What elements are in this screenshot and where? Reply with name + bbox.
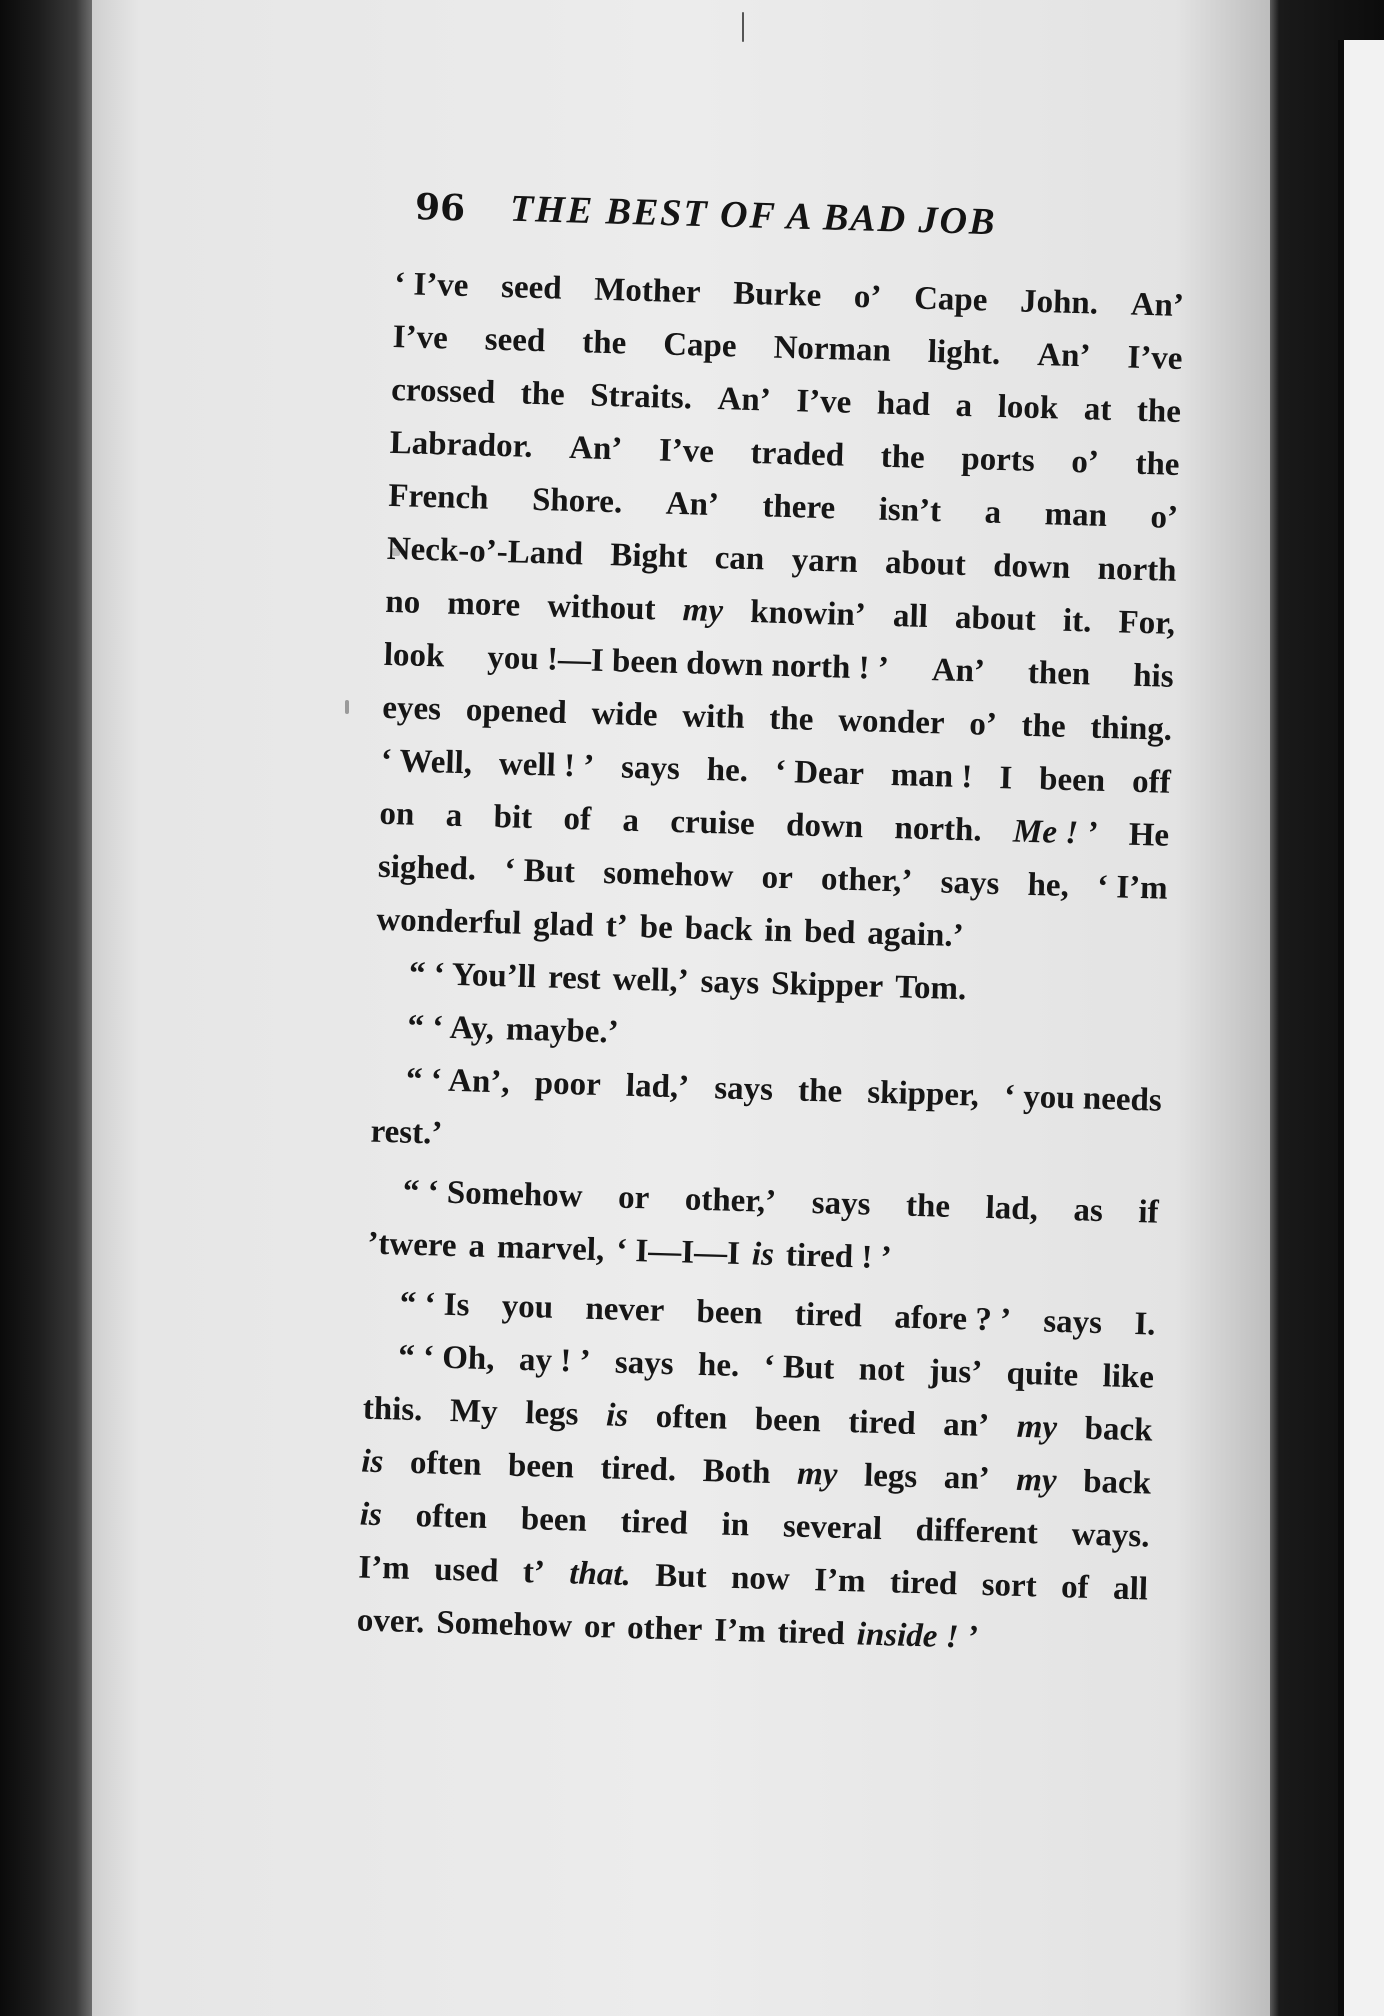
text-word: used — [433, 1551, 499, 1590]
text-word: I’m — [813, 1562, 867, 1600]
text-word: never — [584, 1290, 665, 1329]
text-word: An’ — [665, 485, 720, 524]
text-word: ay ! ’ — [518, 1341, 591, 1380]
text-word: had — [876, 385, 931, 423]
text-word: He — [1128, 816, 1170, 854]
text-word: down — [992, 547, 1071, 586]
text-word: been — [520, 1501, 588, 1539]
text-word: “ ‘ Oh, — [397, 1338, 496, 1378]
text-word: bit — [493, 798, 533, 837]
text-word: back — [1082, 1463, 1152, 1502]
text-word: the — [905, 1187, 951, 1225]
text-word: you !—I been down north ! ’ — [486, 639, 890, 687]
text-word: maybe.’ — [505, 1011, 620, 1051]
text-word: bed — [803, 913, 856, 952]
text-word: or — [617, 1179, 650, 1217]
text-word: says — [940, 864, 1000, 903]
text-word: “ ‘ Ay, — [407, 1008, 495, 1048]
text-word: in — [764, 912, 793, 950]
text-word: he. — [697, 1346, 740, 1385]
text-word: he, — [1027, 866, 1070, 905]
text-word: my — [682, 592, 724, 630]
text-word: well,’ — [612, 961, 690, 1000]
text-word: afore ? ’ — [893, 1299, 1012, 1339]
text-word: my — [796, 1455, 838, 1493]
text-word: I’m — [713, 1612, 767, 1650]
scan-mark — [345, 700, 349, 714]
running-title: THE BEST OF A BAD JOB — [509, 187, 997, 244]
text-word: that. — [568, 1555, 632, 1594]
text-word: wonder — [837, 702, 946, 742]
text-word: the — [1136, 392, 1182, 430]
text-word: a — [955, 387, 973, 425]
text-word: cruise — [669, 803, 756, 843]
text-word: knowin’ — [749, 594, 867, 634]
text-word: north. — [894, 810, 983, 849]
text-word: sort — [981, 1566, 1038, 1605]
text-word: Straits. — [589, 377, 693, 417]
text-word: Somehow — [435, 1604, 573, 1645]
text-word: tired — [620, 1503, 689, 1542]
text-word: a — [468, 1228, 486, 1265]
text-word: wonderful — [376, 901, 522, 942]
text-word: several — [782, 1508, 883, 1548]
text-word: seed — [484, 321, 546, 360]
text-word: or — [761, 859, 794, 897]
text-word: different — [915, 1512, 1039, 1552]
text-word: legs — [863, 1457, 918, 1496]
text-word: the — [768, 700, 814, 738]
text-word: Burke — [732, 275, 822, 314]
text-word: in — [721, 1506, 750, 1544]
text-word: I. — [1133, 1306, 1156, 1343]
text-word: An’ — [1036, 336, 1091, 375]
text-word: Skipper — [770, 965, 884, 1005]
text-word: My — [449, 1392, 499, 1431]
text-word: well ! ’ — [498, 746, 595, 785]
text-word: is — [359, 1496, 383, 1534]
text-word: a — [445, 797, 463, 835]
text-word: about — [954, 599, 1037, 639]
text-word: skipper, — [866, 1074, 980, 1114]
text-word: of — [563, 800, 592, 838]
text-word: back — [684, 910, 754, 949]
text-word: ‘ I—I—I — [615, 1232, 741, 1273]
text-word: man ! — [890, 757, 973, 796]
text-word: not — [858, 1351, 906, 1389]
text-word: glad — [532, 906, 595, 944]
text-word: he. — [706, 751, 749, 790]
text-word: tired — [847, 1404, 917, 1442]
text-word: wide — [591, 695, 658, 734]
text-word: the — [581, 324, 627, 362]
text-word: the — [520, 375, 566, 413]
text-word: “ ‘ An’, — [405, 1061, 511, 1101]
text-word: often — [415, 1498, 488, 1537]
text-word: Tom. — [894, 969, 967, 1008]
text-word: t’ — [605, 908, 629, 945]
text-word: says — [713, 1070, 774, 1108]
text-word: be — [639, 909, 674, 947]
text-word: been — [754, 1401, 822, 1440]
text-word: an’ — [943, 1459, 991, 1498]
text-word: eyes — [381, 689, 442, 728]
text-word: marvel, — [496, 1229, 605, 1269]
text-word: o’ — [853, 278, 882, 316]
text-word: a — [984, 494, 1002, 532]
text-word: poor — [534, 1065, 602, 1104]
text-word: opened — [465, 692, 568, 731]
text-word: John. — [1019, 283, 1099, 322]
text-word: ports — [960, 440, 1036, 479]
text-word: Both — [702, 1453, 772, 1491]
text-word: a — [622, 802, 640, 840]
text-word: I’ve — [658, 432, 715, 470]
text-word: sighed. — [377, 848, 477, 888]
text-word: other,’ — [820, 861, 913, 900]
text-word: I — [998, 760, 1013, 797]
text-word: you — [501, 1288, 554, 1326]
text-word: tired — [794, 1296, 863, 1335]
text-word: Me ! ’ — [1012, 813, 1098, 852]
text-word: says — [700, 963, 760, 1002]
text-word: it. — [1062, 602, 1092, 640]
text-word: lad,’ — [625, 1067, 690, 1106]
text-word: light. — [927, 333, 1001, 372]
text-word: if — [1137, 1194, 1160, 1231]
text-word: An’ — [717, 381, 772, 419]
text-word: I’m — [357, 1549, 411, 1587]
text-word: tired — [889, 1564, 958, 1603]
text-word: says — [620, 749, 681, 788]
text-word: crossed — [390, 371, 496, 411]
text-word: Cape — [913, 280, 988, 319]
text-word: look — [997, 388, 1059, 427]
text-word: Bight — [609, 537, 688, 576]
text-word: been — [696, 1293, 764, 1332]
text-word: inside ! ’ — [856, 1616, 979, 1656]
text-word: I’ve — [1127, 339, 1183, 378]
text-word: tired — [777, 1614, 846, 1653]
text-word: traded — [750, 435, 845, 474]
text-word: often — [409, 1444, 482, 1483]
text-word: other,’ — [684, 1181, 777, 1221]
text-word: no — [384, 583, 421, 621]
text-word: can — [714, 540, 765, 578]
text-word: tired ! ’ — [785, 1237, 893, 1277]
text-word: ‘ Dear — [774, 753, 865, 793]
text-word: as — [1072, 1192, 1104, 1230]
text-word: often — [655, 1398, 728, 1437]
text-word: An’ — [568, 429, 623, 468]
text-word: ’twere — [366, 1225, 458, 1265]
text-word: “ ‘ You’ll — [408, 955, 537, 996]
text-word: tired. — [600, 1450, 677, 1489]
text-word: An’ — [1130, 286, 1185, 325]
text-word: But — [654, 1557, 708, 1596]
text-word: is — [360, 1443, 384, 1481]
text-word: an’ — [942, 1406, 990, 1445]
text-word: the — [797, 1072, 843, 1110]
text-word: more — [446, 585, 521, 624]
text-word: is — [605, 1397, 629, 1434]
scan-mark — [742, 12, 744, 42]
text-word: says — [1042, 1303, 1103, 1342]
text-word: An’ — [931, 652, 986, 690]
text-word: Labrador. — [389, 424, 534, 465]
text-word: like — [1102, 1358, 1155, 1396]
text-word: all — [892, 598, 929, 636]
page-number: 96 — [414, 186, 466, 230]
text-word: “ ‘ Is — [399, 1285, 470, 1324]
text-word: French — [387, 477, 490, 517]
text-word: o’ — [1150, 499, 1179, 536]
text-word: Cape — [662, 326, 738, 365]
text-word: yarn — [791, 542, 859, 581]
text-word: there — [762, 488, 836, 527]
text-word: back — [1084, 1410, 1154, 1449]
text-word: ‘ But — [503, 852, 576, 891]
text-word: is — [751, 1236, 775, 1273]
text-word: been — [507, 1447, 575, 1486]
text-word: about — [884, 544, 967, 584]
text-word: or — [583, 1608, 616, 1646]
book-binding-edge — [0, 0, 95, 2016]
text-word: over. — [356, 1602, 425, 1641]
text-word: on — [378, 795, 415, 833]
text-word: now — [730, 1559, 791, 1598]
text-word: ‘ I’m — [1096, 868, 1169, 907]
text-word: Mother — [593, 271, 702, 311]
text-word: at — [1083, 391, 1112, 429]
text-word: ways. — [1071, 1516, 1151, 1555]
text-word: north — [1097, 550, 1177, 589]
text-word: quite — [1006, 1355, 1079, 1394]
text-word: ‘ you needs — [1003, 1078, 1163, 1119]
text-word: “ ‘ Somehow — [402, 1173, 584, 1215]
text-word: I’ve — [795, 383, 852, 421]
text-word: the — [1021, 707, 1067, 745]
text-word: my — [1015, 1461, 1058, 1499]
text-word: all — [1112, 1570, 1149, 1608]
text-word: isn’t — [878, 491, 942, 530]
text-word: of — [1060, 1569, 1090, 1606]
text-word: Shore. — [531, 481, 623, 521]
text-word: then — [1027, 654, 1091, 693]
text-word: off — [1131, 763, 1172, 801]
text-word: thing. — [1089, 709, 1173, 748]
text-word: look — [383, 636, 445, 675]
text-word: my — [1016, 1408, 1058, 1446]
text-word: without — [546, 588, 656, 628]
text-word: I’ve — [392, 318, 449, 357]
text-word: somehow — [602, 855, 734, 895]
text-word: o’ — [968, 706, 998, 743]
text-word: seed — [500, 268, 563, 307]
text-word: jus’ — [928, 1353, 983, 1391]
text-word: again.’ — [866, 915, 965, 955]
text-word: this. — [362, 1390, 423, 1429]
body-text — [356, 258, 1185, 1670]
text-word: t’ — [522, 1554, 546, 1591]
text-word: the — [1134, 445, 1180, 483]
text-word: ‘ But — [763, 1348, 835, 1387]
text-word: For, — [1118, 604, 1176, 642]
text-word: with — [681, 698, 746, 736]
text-word: lad, — [985, 1189, 1039, 1228]
text-word: Norman — [773, 329, 892, 369]
text-word: rest.’ — [370, 1113, 443, 1152]
text-word: ‘ I’ve — [393, 265, 469, 305]
adjacent-page-strip — [1338, 40, 1384, 2016]
text-word: rest — [547, 959, 602, 998]
text-word: says — [614, 1344, 675, 1383]
text-word: o’ — [1070, 443, 1100, 481]
text-word: ‘ Well, — [380, 742, 473, 782]
text-word: other — [626, 1610, 703, 1649]
text-word: the — [880, 438, 926, 476]
text-word: his — [1132, 657, 1175, 695]
text-word: man — [1044, 496, 1108, 534]
text-word: been — [1038, 761, 1106, 800]
text-word: down — [785, 807, 864, 846]
text-word: Neck-o’-Land — [386, 530, 584, 573]
text-word: says — [811, 1185, 871, 1223]
text-word: legs — [524, 1395, 579, 1433]
